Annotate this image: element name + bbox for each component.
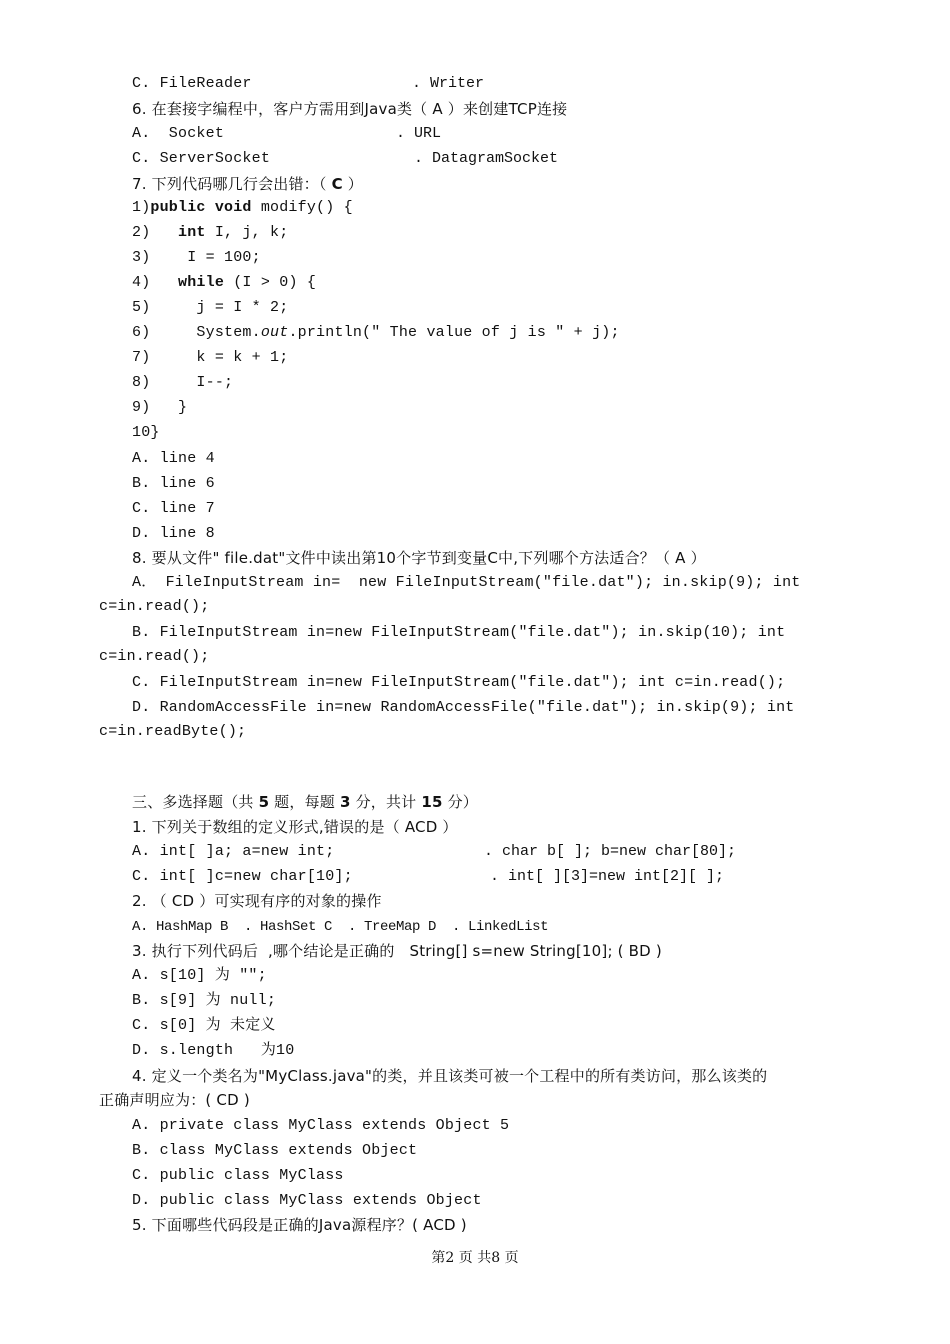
q8-option-c: C. FileInputStream in=new FileInputStream("file.dat"); int c=in.read();	[132, 674, 786, 691]
option-line-8: D. line 8	[132, 525, 215, 542]
code-line-9: 9) }	[132, 399, 188, 416]
q8-option-d: D. RandomAccessFile in=new RandomAccessFile("file.dat"); in.skip(9); int	[132, 699, 795, 716]
mc4-option-b: B. class MyClass extends Object	[132, 1142, 418, 1159]
q8-option-a-cont: c=in.read();	[99, 598, 210, 615]
code-line-5: 5) j = I * 2;	[132, 299, 289, 316]
option-line-6: B. line 6	[132, 475, 215, 492]
q8-option-b: B. FileInputStream in=new FileInputStream("file.dat"); in.skip(10); int	[132, 624, 786, 641]
mc2-options: A. HashMap B . HashSet C . TreeMap D . LinkedList	[132, 919, 549, 935]
mc-question-1: 1. 下列关于数组的定义形式,错误的是（ ACD ）	[132, 818, 458, 836]
q8-option-b-cont: c=in.read();	[99, 648, 210, 665]
mc-question-2: 2. （ CD ）可实现有序的对象的操作	[132, 892, 382, 910]
mc3-option-b: B. s[9] 为 null;	[132, 992, 277, 1009]
option-line-7: C. line 7	[132, 500, 215, 517]
mc-question-5: 5. 下面哪些代码段是正确的Java源程序？( ACD )	[132, 1216, 467, 1234]
option-c-serversocket: C. ServerSocket	[132, 150, 271, 167]
option-line-4: A. line 4	[132, 450, 215, 467]
question-6: 6. 在套接字编程中，客户方需用到Java类（ A ）来创建TCP连接	[132, 100, 568, 118]
code-line-2: 2) int I, j, k;	[132, 224, 289, 241]
mc-question-4: 4. 定义一个类名为"MyClass.java"的类，并且该类可被一个工程中的所有类访问，那么该类的	[132, 1067, 768, 1085]
mc3-option-a: A. s[10] 为 "";	[132, 967, 267, 984]
mc-question-4-cont: 正确声明应为：( CD )	[99, 1091, 250, 1109]
code-line-4: 4) while (I > 0) {	[132, 274, 317, 291]
mc1-option-a: A. int[ ]a; a=new int;	[132, 843, 335, 860]
option-b-url: . URL	[396, 125, 442, 142]
code-line-8: 8) I--;	[132, 374, 234, 391]
q8-option-d-cont: c=in.readByte();	[99, 723, 247, 740]
section-3-heading: 三、多选择题（共 5 题，每题 3 分，共计 15 分）	[132, 793, 479, 811]
code-line-7: 7) k = k + 1;	[132, 349, 289, 366]
q8-option-a: A． FileInputStream in= new FileInputStream("file.dat"); in.skip(9); int	[132, 574, 801, 591]
mc4-option-a: A. private class MyClass extends Object 5	[132, 1117, 510, 1134]
mc1-option-c: C. int[ ]c=new char[10];	[132, 868, 353, 885]
question-7: 7. 下列代码哪几行会出错：（ C ）	[132, 175, 363, 193]
question-8: 8. 要从文件" file.dat"文件中读出第10个字节到变量C中,下列哪个方法适合？（ A ）	[132, 549, 706, 567]
code-line-3: 3) I = 100;	[132, 249, 261, 266]
option-a-socket: A. Socket	[132, 125, 225, 142]
mc-question-3: 3. 执行下列代码后 ,哪个结论是正确的 String[] s=new String[10]; ( BD )	[132, 942, 662, 960]
code-line-10: 10}	[132, 424, 160, 441]
page-footer: 第2 页 共8 页	[431, 1250, 519, 1266]
option-d-writer: . Writer	[412, 75, 485, 92]
option-c-filereader: C. FileReader	[132, 75, 252, 92]
mc4-option-c: C. public class MyClass	[132, 1167, 344, 1184]
mc1-option-b: . char b[ ]; b=new char[80];	[484, 843, 737, 860]
mc1-option-d: . int[ ][3]=new int[2][ ];	[490, 868, 725, 885]
mc3-option-c: C. s[0] 为 未定义	[132, 1017, 276, 1034]
mc3-option-d: D. s.length 为10	[132, 1042, 295, 1059]
mc4-option-d: D. public class MyClass extends Object	[132, 1192, 482, 1209]
code-line-6: 6) System.out.println(" The value of j is " + j);	[132, 324, 620, 341]
code-line-1: 1)public void modify() {	[132, 199, 353, 216]
option-d-datagramsocket: . DatagramSocket	[414, 150, 559, 167]
